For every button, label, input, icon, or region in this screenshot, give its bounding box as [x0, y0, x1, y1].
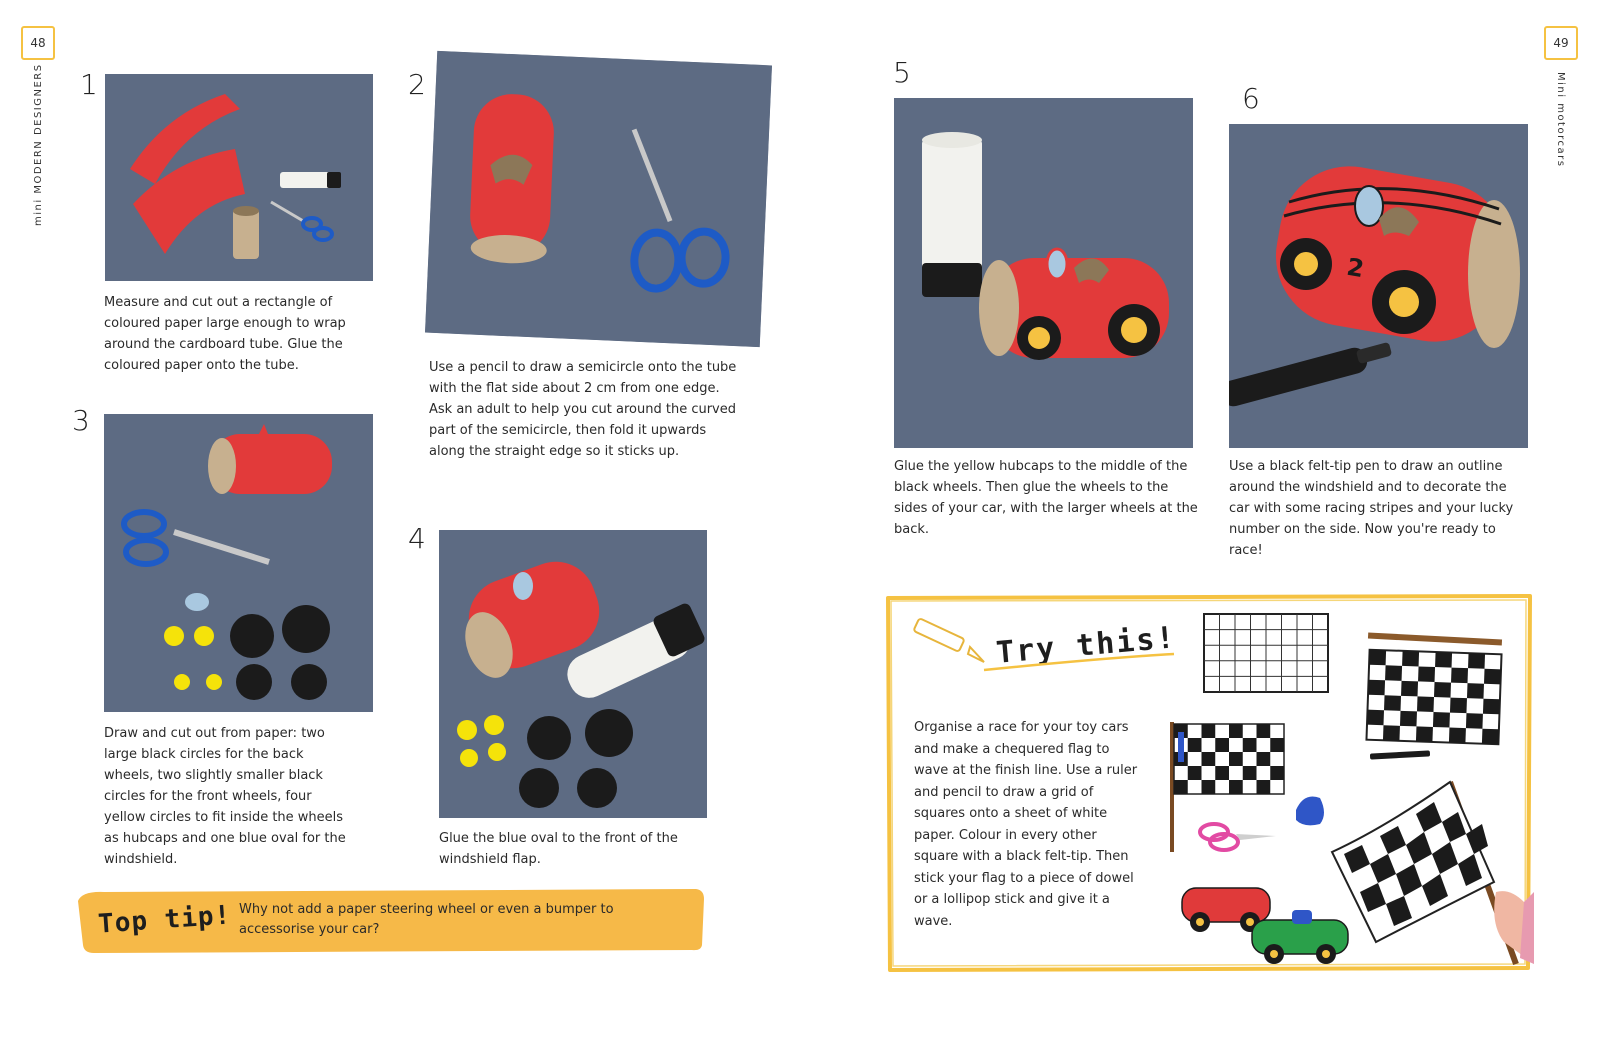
- step-5-number: 5: [893, 56, 911, 89]
- top-tip-text: Why not add a paper steering wheel or even a bumper to accessorise your car?: [239, 902, 614, 937]
- step-2-number: 2: [408, 68, 426, 101]
- try-this-text: Organise a race for your toy cars and make a chequered flag to wave at the finish line. Use a ruler and pencil to draw a grid of squares onto a sheet of white paper. Colour in every other square with a black felt-tip. Then stick your flag to a piece of dowel or a lollipop stick and give it a wave.: [914, 720, 1138, 929]
- step-4-photo: [439, 530, 707, 818]
- step-4-number: 4: [408, 522, 426, 555]
- top-tip-title: Top tip!: [97, 900, 233, 940]
- step-3-photo: [104, 414, 373, 712]
- page-number-left-text: 48: [30, 36, 46, 50]
- top-tip-banner: [74, 887, 706, 953]
- running-head-left: mini MODERN DESIGNERS: [33, 63, 44, 226]
- running-head-right: Mini motorcars: [1555, 72, 1566, 168]
- car-number: 2: [1344, 252, 1367, 284]
- page-number-left: [21, 26, 55, 60]
- step-5-photo: [894, 98, 1193, 448]
- step-6-number: 6: [1242, 82, 1260, 115]
- step-5-text: Glue the yellow hubcaps to the middle of the black wheels. Then glue the wheels to the sides of your car, with the larger wheels at the back.: [894, 459, 1198, 537]
- step-2-photo: [425, 51, 772, 347]
- step-1-number: 1: [80, 68, 98, 101]
- page-number-right-text: 49: [1553, 36, 1569, 50]
- step-4-text: Glue the blue oval to the front of the windshield flap.: [439, 831, 678, 867]
- step-6-photo: [1229, 124, 1528, 448]
- step-1-photo: [105, 74, 373, 281]
- step-3-text: Draw and cut out from paper: two large black circles for the back wheels, two slightly smaller black circles for the front wheels, four yellow circles to fit inside the wheels as hubcaps and one blue oval for the windshield.: [104, 726, 346, 867]
- step-2-text: Use a pencil to draw a semicircle onto the tube with the flat side about 2 cm from one edge. Ask an adult to help you cut around the curved part of the semicircle, then fold it upwards along the straight edge so it sticks up.: [429, 360, 737, 459]
- try-this-box: [884, 592, 1534, 972]
- page-number-right: [1544, 26, 1578, 60]
- try-this-title: Try this!: [994, 620, 1178, 671]
- step-3-number: 3: [72, 404, 90, 437]
- step-1-text: Measure and cut out a rectangle of coloured paper large enough to wrap around the cardboard tube. Glue the coloured paper onto the tube.: [104, 295, 346, 373]
- step-6-text: Use a black felt-tip pen to draw an outline around the windshield and to decorate the car with some racing stripes and your lucky number on the side. Now you're ready to race!: [1229, 459, 1514, 558]
